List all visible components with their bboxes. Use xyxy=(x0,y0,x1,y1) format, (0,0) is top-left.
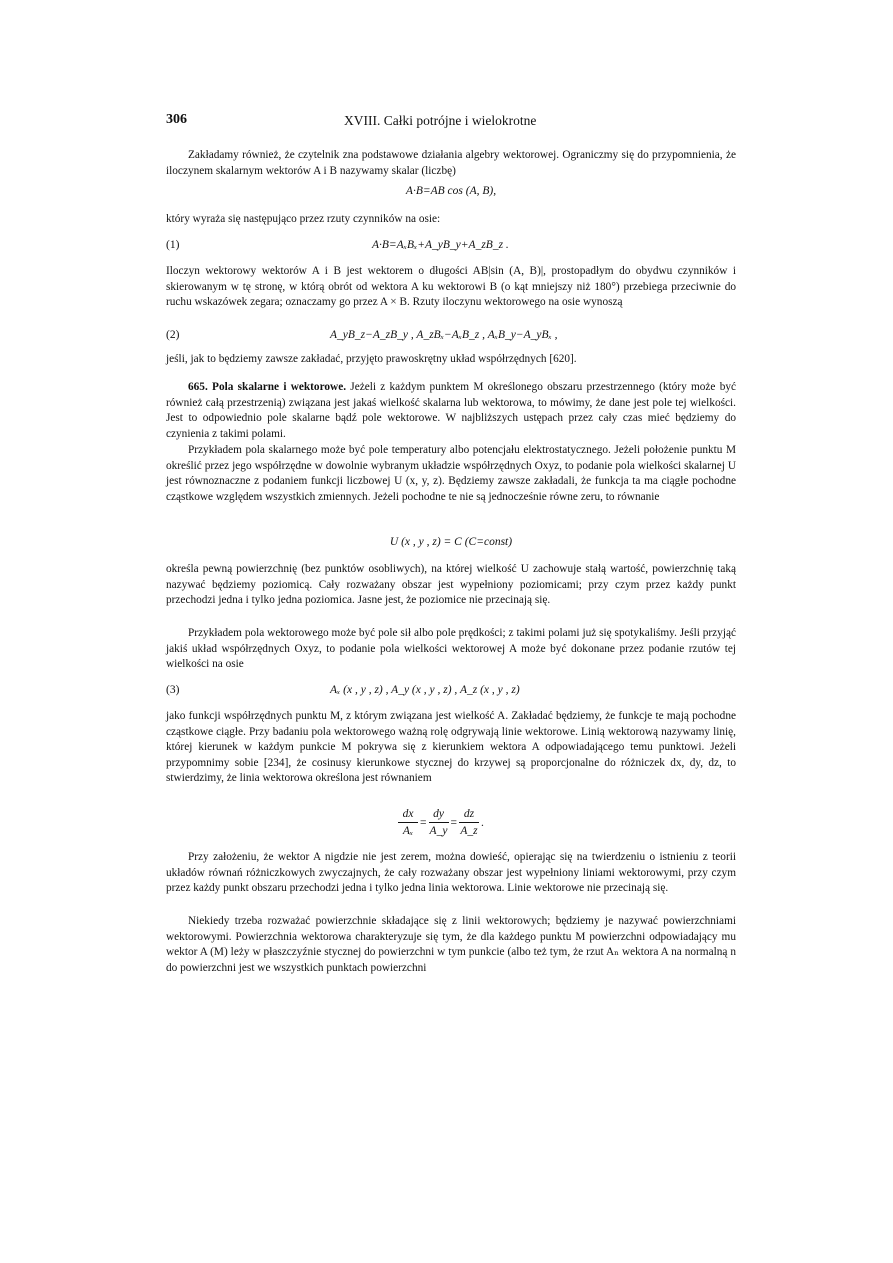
equation-text: A_yB_z−A_zB_y , A_zBₓ−AₓB_z , AₓB_y−A_yBₓ , xyxy=(330,329,558,341)
paragraph-right-handed: jeśli, jak to będziemy zawsze zakładać, przyjęto prawoskrętny układ współrzędnych [620]. xyxy=(166,353,577,365)
formula-level-surface xyxy=(166,536,736,554)
paragraph-vector-product: Iloczyn wektorowy wektorów A i B jest wektorem o długości AB|sin (A, B)|, prostopadłym do obydwu czynników i skierowanym w tę stronę, w którą obrót od wektora A ku wektorowi B (o kąt mniejszy niż 180°) przebiega przeciwnie do ruchu wskazówek zegara; oznaczamy go przez A × B. Rzuty iloczynu wektorowego na osie wynoszą xyxy=(166,265,736,309)
paragraph-scalar-field-example: Przykładem pola skalarnego może być pole temperatury albo potencjału elektrostatycznego. Jeżeli położenie punktu M określić przez jego współrzędne w dowolnie wybranym układzie współrzędnych Oxyz, to podanie pola wielkości skalarnej U jest równoznaczne z podaniem funkcji liczbowej U (x, y, z). Będziemy zawsze zakładali, że funkcja ta ma ciągłe pochodne cząstkowe względem wszystkich zmiennych. Jeżeli pochodne te nie są jednocześnie równe zeru, to równanie xyxy=(166,444,736,503)
formula-text: A·B=AB cos (A, B), xyxy=(405,185,497,197)
equation-vector-line: $\frac{dx}{\text{Aₓ}}$ = $\frac{dy}{A\_y}$ = $\frac{dz}{A\_z}$ . xyxy=(398,806,486,839)
section-title: Pola skalarne i wektorowe. xyxy=(212,381,347,393)
equation-3 xyxy=(166,684,736,702)
equation-text: Aₓ (x , y , z) , A_y (x , y , z) , A_z (x , y , z) xyxy=(330,684,520,696)
section-number: 665. xyxy=(188,381,208,393)
equation-1 xyxy=(166,239,736,257)
equation-2 xyxy=(166,329,736,347)
equation-text: A·B=AₓBₓ+A_yB_y+A_zB_z . xyxy=(372,239,509,251)
paragraph-scalar-product: Zakładamy również, że czytelnik zna podstawowe działania algebry wektorowej. Ograniczmy się do przypomnienia, że iloczynem skalarnym wektorów A i B nazywamy skalar (liczbę) xyxy=(166,149,736,177)
paragraph-vector-field-example: Przykładem pola wektorowego może być pole sił albo pole prędkości; z takimi polami już się spotykaliśmy. Jeśli przyjąć jakiś układ współrzędnych Oxyz, to podanie pola wielkości wektorowej A może być dokonane przez podanie rzutów tej wielkości na osie xyxy=(166,627,736,671)
formula-text: U (x , y , z) = C (C=const) xyxy=(389,536,513,548)
page-header xyxy=(166,112,736,132)
equation-number: (2) xyxy=(166,329,180,341)
equation-number: (3) xyxy=(166,684,180,696)
fraction-dy: $\frac{dy}{A\_y}$ xyxy=(429,808,448,837)
page-number: 306 xyxy=(166,112,187,127)
fraction-dx: $\frac{dx}{\text{Aₓ}}$ xyxy=(398,806,418,839)
formula-scalar-product xyxy=(166,185,736,203)
section-665 xyxy=(166,380,736,442)
paragraph-vector-surfaces: Niekiedy trzeba rozważać powierzchnie składające się z linii wektorowych; będziemy je nazywać powierzchniami wektorowymi. Powierzchnia wektorowa charakteryzuje się tym, że dla każdego punktu M powierzchni odpowiadający mu wektor A (M) leży w płaszczyźnie stycznej do powierzchni w tym punkcie (albo też tym, że rzut Aₙ wektora A na normalną n do powierzchni jest we wszystkich punktach powierzchni xyxy=(166,915,736,974)
paragraph-level-surfaces: określa pewną powierzchnię (bez punktów osobliwych), na której wielkość U zachowuje stałą wartość, powierzchnię taką nazywać będziemy poziomicą. Cały rozważany obszar jest wypełniony poziomicami; przy czym przez każdy punkt przechodzi jedna i tylko jedna poziomica. Jasne jest, że poziomice nie przecinają się. xyxy=(166,563,736,607)
fraction-dz: $\frac{dz}{A\_z}$ xyxy=(460,808,478,837)
section-text: Jeżeli z każdym punktem M określonego obszaru przestrzennego (który może być również całą przestrzenią) związana jest jakaś wielkość skalarna lub wektorowa, to mówimy, że dane jest pole tej wielkości. Jest to odpowiednio pole skalarne bądź pole wektorowe. W najbliższych ustępach przez cały czas mieć będziemy do czynienia z takimi polami. xyxy=(166,381,737,440)
paragraph-vector-lines: jako funkcji współrzędnych punktu M, z którym związana jest wielkość A. Zakładać będziemy, że funkcje te mają pochodne cząstkowe ciągłe. Przy badaniu pola wektorowego ważną rolę odgrywają linie wektorowe. Linią wektorową nazywamy linię, której kierunek w każdym punkcie M pokrywa się z kierunkiem wektora A odpowiadającego temu punktowi. Jeżeli przypomnimy sobie [234], że cosinusy kierunkowe stycznej do krzywej są proporcjonalne do różniczek dx, dy, dz, to stwierdzimy, że linia wektorowa określona jest równaniem xyxy=(166,710,736,785)
paragraph-projections-intro: który wyraża się następująco przez rzuty czynników na osie: xyxy=(166,213,441,225)
running-title: XVIII. Całki potrójne i wielokrotne xyxy=(344,113,537,128)
paragraph-existence-theorem: Przy założeniu, że wektor A nigdzie nie jest zerem, można dowieść, opierając się na twierdzeniu o istnieniu z teorii układów równań różniczkowych zwyczajnych, że cały rozważany obszar jest wypełniony liniami wektorowymi, przy czym przez każdy punkt obszaru przechodzi jedna i tylko jedna linia wektorowa. Linie wektorowe nie przecinają się. xyxy=(166,851,736,895)
equation-number: (1) xyxy=(166,239,180,251)
